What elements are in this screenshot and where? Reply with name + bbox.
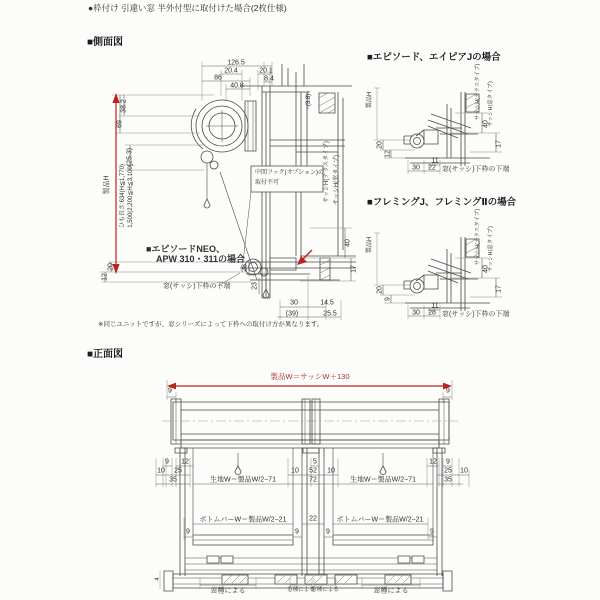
bottom-bar-width-label: ボトムバーW＝製品W/2−21 <box>336 516 424 524</box>
dim-label: 9 <box>186 528 190 536</box>
dim-label: 10 <box>460 467 468 475</box>
dim-label: 35 <box>169 476 177 484</box>
page-title: ●枠付け 引違い窓 半外付型に取付けた場合(2枚仕様) <box>88 3 287 13</box>
sash-height-terrace-label: サッシH(テラスタイプ) <box>323 141 330 203</box>
window-type-label: 窓種による <box>373 587 409 595</box>
dim-label: 17 <box>350 265 358 273</box>
dim-label: 72 <box>309 476 317 484</box>
sash-height-window-label: サッシH(窓タイプ) <box>488 226 495 272</box>
dim-label: 4 <box>154 577 161 581</box>
sash-height-window-label: サッシH(窓タイプ) <box>333 155 340 205</box>
dim-label: 17 <box>495 140 503 148</box>
dim-label: 86 <box>214 74 222 82</box>
dim-label: 9 <box>446 458 450 466</box>
dim-label: 20.4 <box>224 67 238 75</box>
dim-label: (25.3) <box>126 147 134 167</box>
window-type-label: 窓種による <box>210 587 246 595</box>
dim-label: 126.5 <box>227 59 245 67</box>
sash-height-window-label: サッシH(窓タイプ) <box>488 81 495 127</box>
product-width-label: 製品W＝サッシW＋130 <box>270 372 350 382</box>
dim-label: 20 <box>376 286 384 294</box>
dim-label: 25 <box>174 467 182 475</box>
dim-label: 9 <box>326 528 330 536</box>
detail-fleming-heading: ■フレミングJ、フレミングⅡの場合 <box>367 197 517 208</box>
dim-label: 40 <box>482 120 490 128</box>
detail-episode-heading: ■エピソード、エイピアJの場合 <box>367 52 501 63</box>
dim-label: 9 <box>295 528 299 536</box>
dim-label: 17 <box>495 285 503 293</box>
dim-label: 52 <box>309 467 317 475</box>
window-type-label: 窓種による <box>287 587 315 594</box>
side-view-heading: ■側面図 <box>87 37 124 48</box>
dim-label: 25 <box>444 467 452 475</box>
dim-label: 14.5 <box>320 299 334 307</box>
side-view-drawing <box>100 62 356 320</box>
dim-label: 12 <box>429 458 437 466</box>
footnote: ※同じユニットですが、窓シリーズによって下枠への取付け方が異なります。 <box>98 321 324 328</box>
dim-label: 12 <box>181 458 189 466</box>
dim-label: 25.5 <box>323 310 337 318</box>
dim-label: 30 <box>290 299 298 307</box>
product-height-label: 製品H <box>103 175 111 195</box>
dim-label: 40 <box>482 265 490 273</box>
sash-height-terrace-label: サッシH(テラスタイプ) <box>475 63 482 121</box>
sill-bottom-label: 窓(サッシ)下枠の下端 <box>442 166 510 173</box>
dim-label: 40 <box>344 239 352 247</box>
dim-label: 9 <box>446 387 450 395</box>
note-box-text: 中間フック(オプション)の <box>255 170 325 176</box>
dim-label: 10 <box>291 467 299 475</box>
dim-label: 22 <box>428 164 436 172</box>
cord-length-label: ひも長さ:634(H≦1,770) <box>119 163 126 229</box>
front-view-drawing <box>156 380 469 591</box>
dim-label: 8.4 <box>264 75 274 83</box>
dim-label: 30 <box>412 164 420 172</box>
window-type-label: 窓種による <box>311 587 339 594</box>
dim-label: 9 <box>384 297 392 301</box>
dim-label: 11 <box>431 157 439 165</box>
fabric-width-label: 生地W＝製品W/2−71 <box>210 476 276 484</box>
bottom-bar-width-label: ボトムバーW＝製品W/2−21 <box>199 516 287 524</box>
product-height-label: 製品H <box>366 236 373 254</box>
dim-label: 11 <box>431 302 439 310</box>
dim-label: 12 <box>384 150 392 158</box>
dim-label: 5 <box>313 458 317 466</box>
case-label: APW 310・311の場合 <box>156 254 246 264</box>
dim-label: 20.1 <box>259 67 273 75</box>
dim-label: 30 <box>412 309 420 317</box>
dim-label: 9 <box>168 387 172 395</box>
dim-label: 22 <box>309 515 317 523</box>
product-height-label: 製品H <box>366 91 373 109</box>
dim-label: 9 <box>165 458 169 466</box>
sill-bottom-label: 窓(サッシ)下枠の下端 <box>442 311 510 318</box>
dim-label: 40.8 <box>230 82 244 90</box>
dim-label: 20 <box>376 141 384 149</box>
fabric-width-label: 生地W＝製品W/2−71 <box>350 476 416 484</box>
case-label: ■エピソードNEO、 <box>146 244 225 254</box>
dim-label: 69 <box>116 120 124 128</box>
dim-label: 23 <box>251 282 259 290</box>
dim-label: 9 <box>430 528 434 536</box>
sash-height-terrace-label: サッシH(テラスタイプ) <box>475 208 482 266</box>
dim-label: 10 <box>327 467 335 475</box>
dim-label: 38.2 <box>120 99 128 113</box>
dim-label: 20 <box>107 263 115 271</box>
dim-label: 10 <box>157 467 165 475</box>
dim-label: 28 <box>428 309 436 317</box>
dim-label: 28 <box>241 264 249 272</box>
note-box-text: 取付不可 <box>255 180 280 186</box>
dim-label: 12 <box>101 273 109 281</box>
dim-label: 35 <box>444 476 452 484</box>
sill-bottom-label: 窓(サッシ)下枠の下端 <box>163 283 231 290</box>
dim-label: (3.8) <box>305 93 312 107</box>
front-view-heading: ■正面図 <box>87 349 124 360</box>
dim-label: (39) <box>285 310 299 318</box>
cord-length-label: 1,500(2,200≦H≦3,100) <box>127 164 134 228</box>
